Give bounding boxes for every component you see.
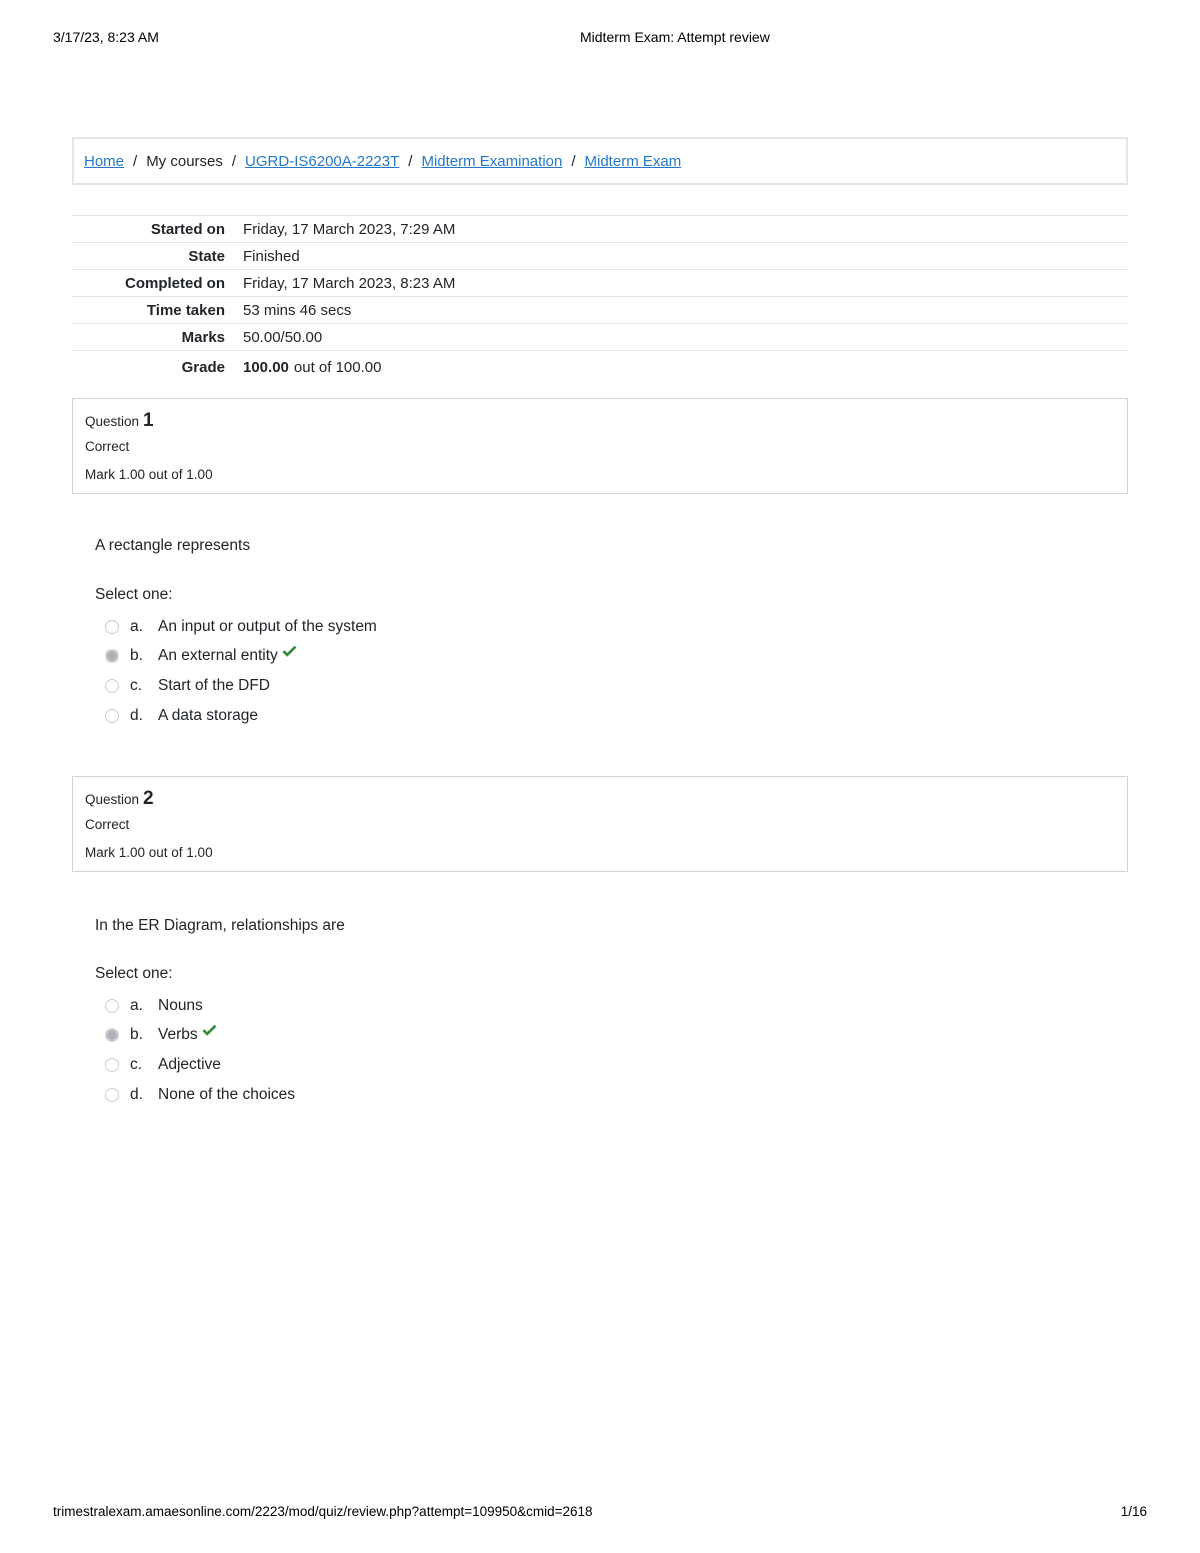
select-one-prompt: Select one: xyxy=(95,965,173,982)
breadcrumb-separator: / xyxy=(571,152,576,170)
question-label: Question xyxy=(85,792,140,807)
select-one-prompt: Select one: xyxy=(95,586,173,603)
summary-row-started-on xyxy=(72,215,1128,242)
summary-row-grade xyxy=(72,350,1128,384)
breadcrumb-link-midterm-examination[interactable]: Midterm Examination xyxy=(421,152,563,170)
question-number: 2 xyxy=(143,788,154,809)
print-header-datetime: 3/17/23, 8:23 AM xyxy=(53,29,159,45)
breadcrumb-separator: / xyxy=(231,152,237,170)
summary-row-marks xyxy=(72,323,1128,350)
answer-option xyxy=(105,612,377,642)
radio-button[interactable] xyxy=(105,649,119,663)
question-number-line xyxy=(85,410,1115,432)
summary-label: State xyxy=(188,247,225,265)
question-text: A rectangle represents xyxy=(95,537,251,554)
option-text: A data storage xyxy=(158,706,258,724)
option-text: Verbs xyxy=(158,1026,198,1044)
question-number-line xyxy=(85,788,1115,810)
question-status: Correct xyxy=(85,439,130,454)
option-letter: d. xyxy=(130,1085,143,1103)
summary-label: Marks xyxy=(181,328,225,346)
attempt-summary-table xyxy=(72,215,1128,384)
summary-label: Started on xyxy=(150,220,225,238)
radio-button[interactable] xyxy=(105,1028,119,1042)
print-header-title: Midterm Exam: Attempt review xyxy=(580,29,770,45)
question-2-info-box xyxy=(72,776,1128,872)
radio-button[interactable] xyxy=(105,620,119,634)
breadcrumb-link-home[interactable]: Home xyxy=(84,152,125,170)
question-text: In the ER Diagram, relationships are xyxy=(95,917,345,934)
option-text: Start of the DFD xyxy=(158,676,270,694)
breadcrumb-link-course[interactable]: UGRD-IS6200A-2223T xyxy=(245,152,400,170)
answer-option xyxy=(105,1080,295,1110)
radio-button[interactable] xyxy=(105,999,119,1013)
option-text: An external entity xyxy=(158,647,278,665)
breadcrumb-separator: / xyxy=(408,152,413,170)
summary-value: 50.00/50.00 xyxy=(243,328,323,346)
radio-button[interactable] xyxy=(105,679,119,693)
option-letter: a. xyxy=(130,996,143,1014)
answer-option xyxy=(105,1021,295,1051)
breadcrumb-separator: / xyxy=(133,152,138,170)
radio-button[interactable] xyxy=(105,709,119,723)
question-number: 1 xyxy=(143,410,154,431)
print-footer-url: trimestralexam.amaesonline.com/2223/mod/quiz/review.php?attempt=109950&cmid=2618 xyxy=(53,1504,593,1519)
breadcrumb-item-my-courses: My courses xyxy=(146,152,223,170)
question-label: Question xyxy=(85,414,140,429)
summary-value xyxy=(243,359,381,376)
answer-option xyxy=(105,1050,295,1080)
summary-label: Time taken xyxy=(146,301,225,319)
summary-value: 53 mins 46 secs xyxy=(243,301,352,319)
question-mark: Mark 1.00 out of 1.00 xyxy=(85,845,213,860)
radio-button[interactable] xyxy=(105,1058,119,1072)
answer-options xyxy=(105,612,377,730)
option-letter: b. xyxy=(130,1026,143,1044)
summary-row-time-taken xyxy=(72,296,1128,323)
summary-label: Grade xyxy=(181,359,225,376)
option-text: Nouns xyxy=(158,996,203,1014)
option-text: An input or output of the system xyxy=(158,617,377,635)
question-status: Correct xyxy=(85,817,130,832)
summary-row-completed-on xyxy=(72,269,1128,296)
option-letter: c. xyxy=(130,676,143,694)
radio-button[interactable] xyxy=(105,1088,119,1102)
answer-option xyxy=(105,701,377,731)
summary-value: Finished xyxy=(243,247,300,265)
correct-check-icon xyxy=(200,1023,217,1043)
answer-option xyxy=(105,991,295,1021)
breadcrumb xyxy=(72,137,1128,185)
question-1-info-box xyxy=(72,398,1128,494)
option-text: None of the choices xyxy=(158,1085,296,1103)
option-letter: b. xyxy=(130,647,143,665)
summary-row-state xyxy=(72,242,1128,269)
question-mark: Mark 1.00 out of 1.00 xyxy=(85,467,213,482)
correct-check-icon xyxy=(280,644,297,664)
summary-label: Completed on xyxy=(125,274,225,292)
breadcrumb-link-midterm-exam[interactable]: Midterm Exam xyxy=(584,152,682,170)
option-letter: c. xyxy=(130,1055,143,1073)
option-text: Adjective xyxy=(158,1055,221,1073)
print-footer-page-indicator: 1/16 xyxy=(1120,1504,1147,1519)
answer-option xyxy=(105,642,377,672)
summary-value: Friday, 17 March 2023, 7:29 AM xyxy=(243,220,456,238)
answer-option xyxy=(105,671,377,701)
option-letter: d. xyxy=(130,706,143,724)
grade-value: 100.00 xyxy=(243,359,289,376)
summary-value: Friday, 17 March 2023, 8:23 AM xyxy=(243,274,456,292)
grade-suffix: out of 100.00 xyxy=(293,359,382,376)
option-letter: a. xyxy=(130,617,143,635)
answer-options xyxy=(105,991,295,1109)
